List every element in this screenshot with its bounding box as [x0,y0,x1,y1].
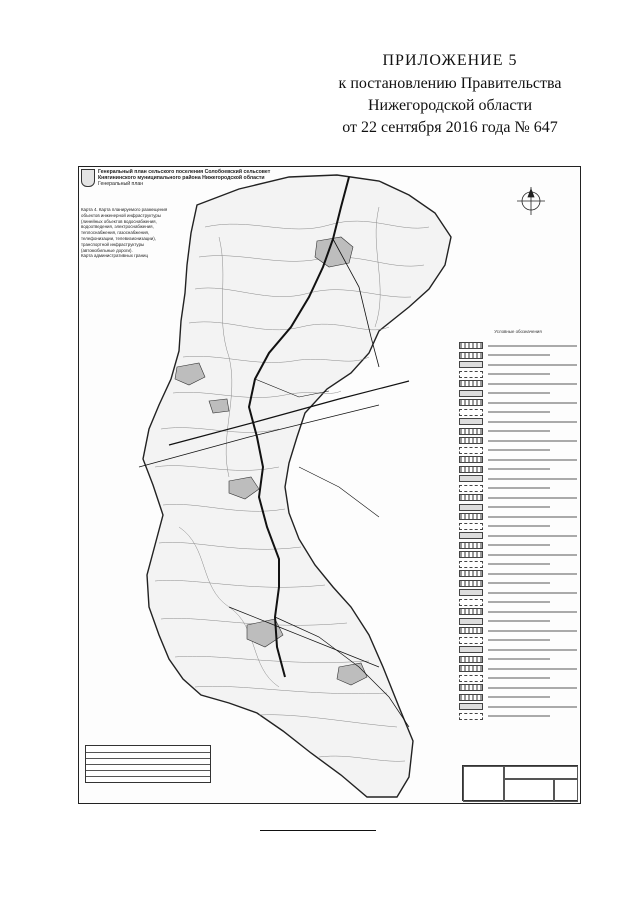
legend-row [459,532,577,539]
legend-row [459,352,577,359]
legend-row [459,637,577,644]
legend-text-placeholder [488,402,577,404]
document-header [300,50,600,139]
legend-symbol [459,608,483,615]
legend-text-placeholder [488,373,550,375]
map-description-line: Карта административных границ [81,253,148,259]
legend-text-placeholder [488,554,577,556]
legend-symbol [459,618,483,625]
legend-row [459,570,577,577]
legend-text-placeholder [488,573,577,575]
legend-row [459,494,577,501]
north-arrow [517,187,545,215]
legend-text-placeholder [488,535,577,537]
legend-symbol [459,665,483,672]
legend-symbol [459,684,483,691]
approval-stamp-table [85,745,211,783]
appendix-title: ПРИЛОЖЕНИЕ 5 [382,52,518,69]
signature-line [260,830,376,831]
legend-symbol [459,627,483,634]
legend-symbol [459,646,483,653]
legend-symbol [459,570,483,577]
legend-row [459,390,577,397]
legend-text-placeholder [488,459,577,461]
legend-symbol [459,656,483,663]
map-description-line: объектов инженерной инфраструктуры [81,212,161,218]
legend-symbol [459,599,483,606]
legend-text-placeholder [488,677,550,679]
map-description-line: телефонизации, телевизионизации), [81,235,156,241]
legend-symbol [459,551,483,558]
map-legend [459,329,577,722]
legend-symbol [459,380,483,387]
legend-symbol [459,589,483,596]
legend-symbol [459,390,483,397]
legend-symbol [459,475,483,482]
legend-symbol [459,542,483,549]
legend-text-placeholder [488,421,577,423]
legend-row [459,665,577,672]
legend-row [459,542,577,549]
legend-symbol [459,399,483,406]
legend-row [459,466,577,473]
legend-row [459,428,577,435]
legend-symbol [459,523,483,530]
legend-row [459,456,577,463]
legend-text-placeholder [488,392,550,394]
legend-text-placeholder [488,649,577,651]
appendix-line-2: Нижегородской области [367,97,532,114]
legend-text-placeholder [488,364,577,366]
region-emblem-icon [81,169,95,187]
map-title-line-3: Генеральный план [98,181,144,187]
legend-text-placeholder [488,487,550,489]
legend-row [459,409,577,416]
map-description-line: транспортной инфраструктуры [81,241,145,247]
legend-row [459,485,577,492]
legend-symbol [459,504,483,511]
legend-row [459,589,577,596]
legend-row [459,342,577,349]
legend-row [459,684,577,691]
map-description-line: (автомобильные дороги). [81,247,133,253]
map-sheet [78,166,581,804]
legend-row [459,618,577,625]
legend-text-placeholder [488,354,550,356]
legend-symbol [459,513,483,520]
legend-row [459,561,577,568]
legend-text-placeholder [488,611,577,613]
legend-row [459,580,577,587]
legend-row [459,694,577,701]
legend-symbol [459,703,483,710]
legend-text-placeholder [488,601,550,603]
map-description [81,207,181,259]
appendix-line-1: к постановлению Правительства [338,75,562,92]
legend-symbol [459,371,483,378]
legend-symbol [459,532,483,539]
legend-symbol [459,675,483,682]
legend-row [459,656,577,663]
legend-text-placeholder [488,383,577,385]
legend-row [459,361,577,368]
legend-text-placeholder [488,449,550,451]
legend-row [459,504,577,511]
legend-text-placeholder [488,497,577,499]
legend-text-placeholder [488,668,577,670]
legend-row [459,437,577,444]
legend-symbol [459,437,483,444]
legend-symbol [459,494,483,501]
legend-text-placeholder [488,516,577,518]
territory-boundary [143,175,451,797]
legend-text-placeholder [488,506,550,508]
legend-symbol [459,637,483,644]
map-title-line-2: Княгининского муниципального района Нижегородской области [98,175,265,181]
legend-title: Условные обозначения [494,329,542,334]
legend-symbol [459,456,483,463]
legend-row [459,418,577,425]
legend-row [459,513,577,520]
legend-text-placeholder [488,525,550,527]
legend-text-placeholder [488,345,577,347]
legend-text-placeholder [488,715,550,717]
legend-symbol [459,352,483,359]
legend-row [459,380,577,387]
legend-row [459,371,577,378]
title-block-stamp [462,765,578,801]
legend-row [459,523,577,530]
legend-row [459,475,577,482]
map-description-line: (линейных объектов водоснабжения, [81,218,157,224]
legend-symbol [459,713,483,720]
legend-row [459,646,577,653]
legend-text-placeholder [488,630,577,632]
legend-symbol [459,418,483,425]
legend-text-placeholder [488,696,550,698]
legend-text-placeholder [488,658,550,660]
legend-symbol [459,361,483,368]
legend-text-placeholder [488,592,577,594]
legend-text-placeholder [488,563,550,565]
legend-row [459,447,577,454]
legend-text-placeholder [488,620,550,622]
legend-text-placeholder [488,430,550,432]
legend-row [459,675,577,682]
legend-rows [459,342,577,720]
legend-symbol [459,409,483,416]
map-title-block [81,169,321,187]
legend-row [459,599,577,606]
legend-text-placeholder [488,478,577,480]
map-title-line-1: Генеральный план сельского поселения Солобоевский сельсовет [98,169,271,175]
legend-symbol [459,694,483,701]
legend-symbol [459,447,483,454]
legend-row [459,703,577,710]
legend-row [459,551,577,558]
legend-symbol [459,466,483,473]
map-description-line: теплоснабжения, газоснабжения, [81,230,150,236]
legend-row [459,713,577,720]
legend-symbol [459,561,483,568]
map-description-line: Карта 4. Карта планируемого размещения [81,207,168,212]
legend-row [459,627,577,634]
legend-text-placeholder [488,411,550,413]
legend-text-placeholder [488,468,550,470]
map-description-line: водоотведения, электроснабжения, [81,224,154,230]
legend-row [459,399,577,406]
legend-text-placeholder [488,582,550,584]
legend-text-placeholder [488,706,577,708]
legend-text-placeholder [488,639,550,641]
legend-symbol [459,342,483,349]
legend-text-placeholder [488,440,577,442]
legend-row [459,608,577,615]
legend-text-placeholder [488,544,550,546]
appendix-line-3: от 22 сентября 2016 года № 647 [342,119,558,136]
legend-symbol [459,580,483,587]
legend-symbol [459,428,483,435]
legend-text-placeholder [488,687,577,689]
legend-symbol [459,485,483,492]
